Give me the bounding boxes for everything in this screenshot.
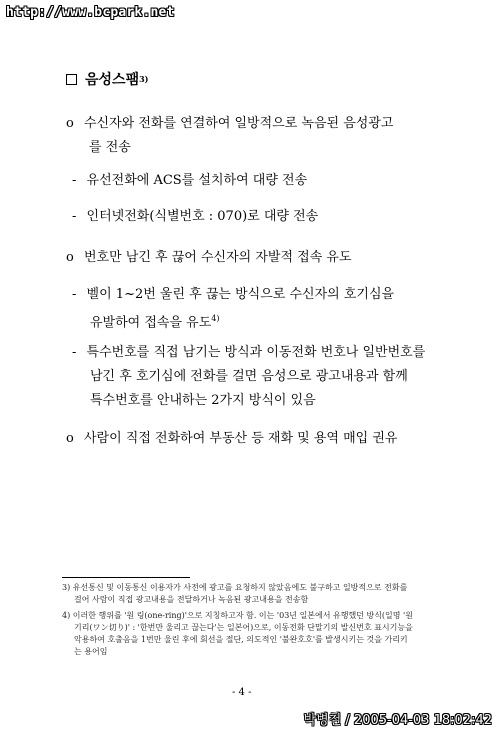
footnote-line: 기리(ワン切り)' : '한번만 울리고 끊는다'는 일본어)으로, 이동전화 단말기의 발신번호 표시기능을: [74, 623, 413, 632]
page-number: - 4 -: [232, 687, 252, 698]
footnote-line: 이러한 행위를 '원 링(one-ring)'으로 지칭하고자 함. 이는 '03년 일본에서 유행했던 방식(일명 '원: [72, 611, 413, 620]
item-footnote-mark: 4): [211, 314, 220, 323]
footnote: [62, 582, 407, 606]
square-bullet-icon: [66, 74, 77, 85]
bullet-o: o: [66, 250, 74, 265]
list-item: [72, 205, 318, 229]
item-line: 사람이 직접 전화하여 부동산 등 재화 및 용역 매입 권유: [83, 431, 398, 446]
bullet-dash: -: [72, 287, 77, 302]
item-line: 남긴 후 호기심에 전화를 걸면 음성으로 광고내용과 함께: [90, 369, 408, 384]
bullet-dash: -: [72, 209, 77, 224]
print-stamp: 박병철 / 2005-04-03 18:02:42: [303, 713, 492, 728]
heading-text: 음성스팸: [85, 72, 140, 88]
section-heading: [66, 69, 148, 89]
item-line: 유선전화에 ACS를 설치하여 대량 전송: [86, 173, 308, 188]
item-line: 수신자와 전화를 연결하여 일방적으로 녹음된 음성광고: [83, 116, 394, 131]
list-item: [66, 246, 352, 270]
watermark-url: http://www.bcpark.net: [6, 5, 175, 20]
bullet-dash: -: [72, 345, 77, 360]
item-line: 벨이 1~2번 울린 후 끊는 방식으로 수신자의 호기심을: [86, 287, 395, 302]
item-line: 특수번호를 직접 남기는 방식과 이동전화 번호나 일반번호를: [86, 345, 426, 360]
footnote-line: 는 용어임: [74, 647, 108, 656]
footnote-line: 유선통신 및 이동통신 이용자가 사전에 광고를 요청하지 않았음에도 불구하고 일방적으로 전화를: [72, 583, 408, 592]
list-item: [72, 169, 307, 193]
footnote-line: 걸어 사람이 직접 광고내용을 전달하거나 녹음된 광고내용을 전송함: [74, 595, 309, 604]
item-line: 인터넷전화(식별번호 : 070)로 대량 전송: [86, 209, 319, 224]
heading-footnote-mark: 3): [139, 74, 149, 84]
list-item: [66, 112, 393, 160]
bullet-dash: -: [72, 173, 77, 188]
footnote: [62, 610, 413, 658]
footnote-divider: [62, 577, 190, 578]
list-item: [72, 283, 394, 335]
list-item: [72, 341, 425, 413]
footnote-mark: 3): [62, 583, 71, 592]
list-item: [66, 427, 397, 451]
footnote-mark: 4): [62, 611, 71, 620]
bullet-o: o: [66, 431, 74, 446]
bullet-o: o: [66, 116, 74, 131]
footnote-line: 악용하여 호출음을 1번만 울린 후에 회선을 절단, 의도적인 '불완호호'를 발생시키는 것을 가리키: [74, 635, 408, 644]
item-line: 유발하여 접속을 유도: [90, 315, 212, 331]
item-line: 번호만 남긴 후 끊어 수신자의 자발적 접속 유도: [83, 250, 352, 265]
item-line: 를 전송: [89, 140, 131, 155]
item-line: 특수번호를 안내하는 2가지 방식이 있음: [90, 393, 316, 408]
